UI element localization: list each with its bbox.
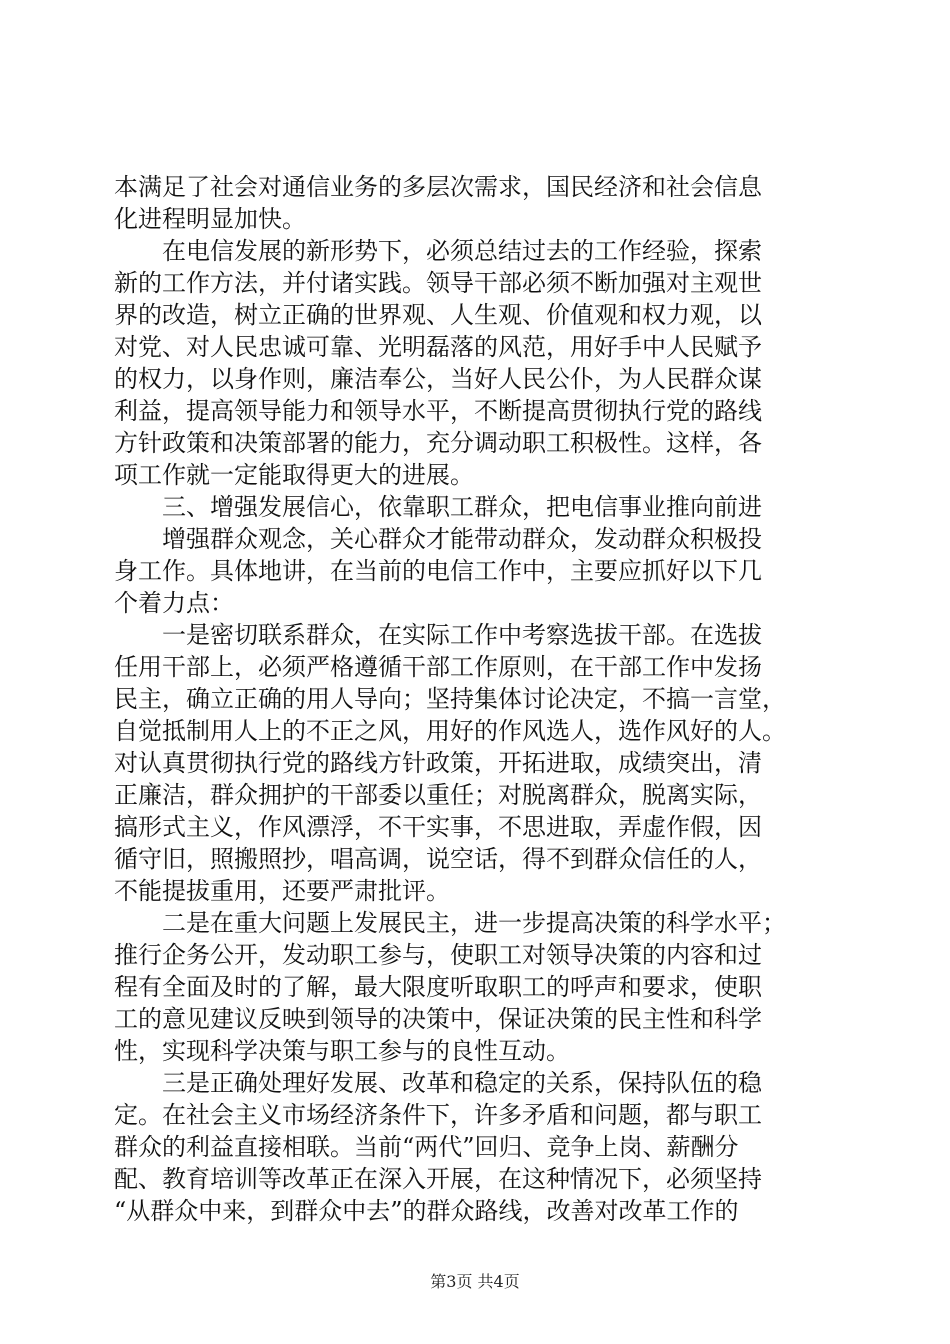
document-body [114,171,836,1227]
text-line: “从群众中来，到群众中去”的群众路线，改善对改革工作的 [114,1197,739,1225]
text-line: 本满足了社会对通信业务的多层次需求，国民经济和社会信息 [114,173,762,201]
text-line: 的权力，以身作则，廉洁奉公，当好人民公仆，为人民群众谋 [114,365,762,393]
text-line: 三、增强发展信心，依靠职工群众，把电信事业推向前进 [162,493,762,521]
text-line: 利益，提高领导能力和领导水平，不断提高贯彻执行党的路线 [114,397,762,425]
text-line: 对党、对人民忠诚可靠、光明磊落的风范，用好手中人民赋予 [114,333,762,361]
text-line: 民主，确立正确的用人导向；坚持集体讨论决定，不搞一言堂， [114,685,786,713]
text-line: 个着力点： [114,589,234,617]
text-line: 身工作。具体地讲，在当前的电信工作中，主要应抓好以下几 [114,557,762,585]
text-line: 在电信发展的新形势下，必须总结过去的工作经验，探索 [162,237,762,265]
text-line: 群众的利益直接相联。当前“两代”回归、竞争上岗、薪酬分 [114,1133,739,1161]
text-line: 推行企务公开，发动职工参与，使职工对领导决策的内容和过 [114,941,762,969]
text-line: 新的工作方法，并付诸实践。领导干部必须不断加强对主观世 [114,269,762,297]
text-line: 化进程明显加快。 [114,205,306,233]
page-number: 第3页 共4页 [430,1272,520,1291]
text-line: 正廉洁，群众拥护的干部委以重任；对脱离群众，脱离实际， [114,781,762,809]
text-line: 三是正确处理好发展、改革和稳定的关系，保持队伍的稳 [162,1069,762,1097]
text-line: 任用干部上，必须严格遵循干部工作原则，在干部工作中发扬 [114,653,762,681]
text-line: 界的改造，树立正确的世界观、人生观、价值观和权力观，以 [114,301,762,329]
text-line: 方针政策和决策部署的能力，充分调动职工积极性。这样，各 [114,429,762,457]
text-line: 配、教育培训等改革正在深入开展，在这种情况下，必须坚持 [114,1165,762,1193]
text-line: 程有全面及时的了解，最大限度听取职工的呼声和要求，使职 [114,973,762,1001]
text-line: 循守旧，照搬照抄，唱高调，说空话，得不到群众信任的人， [114,845,762,873]
text-line: 对认真贯彻执行党的路线方针政策，开拓进取，成绩突出，清 [114,749,762,777]
text-line: 一是密切联系群众，在实际工作中考察选拔干部。在选拔 [162,621,762,649]
text-line: 不能提拔重用，还要严肃批评。 [114,877,450,905]
text-line: 性，实现科学决策与职工参与的良性互动。 [114,1037,570,1065]
text-line: 自觉抵制用人上的不正之风，用好的作风选人，选作风好的人。 [114,717,786,745]
text-line: 项工作就一定能取得更大的进展。 [114,461,474,489]
text-line: 工的意见建议反映到领导的决策中，保证决策的民主性和科学 [114,1005,762,1033]
text-line: 搞形式主义，作风漂浮，不干实事，不思进取，弄虚作假，因 [114,813,762,841]
text-line: 增强群众观念，关心群众才能带动群众，发动群众积极投 [162,525,762,553]
text-line: 二是在重大问题上发展民主，进一步提高决策的科学水平； [162,909,786,937]
text-line: 定。在社会主义市场经济条件下，许多矛盾和问题，都与职工 [114,1101,762,1129]
